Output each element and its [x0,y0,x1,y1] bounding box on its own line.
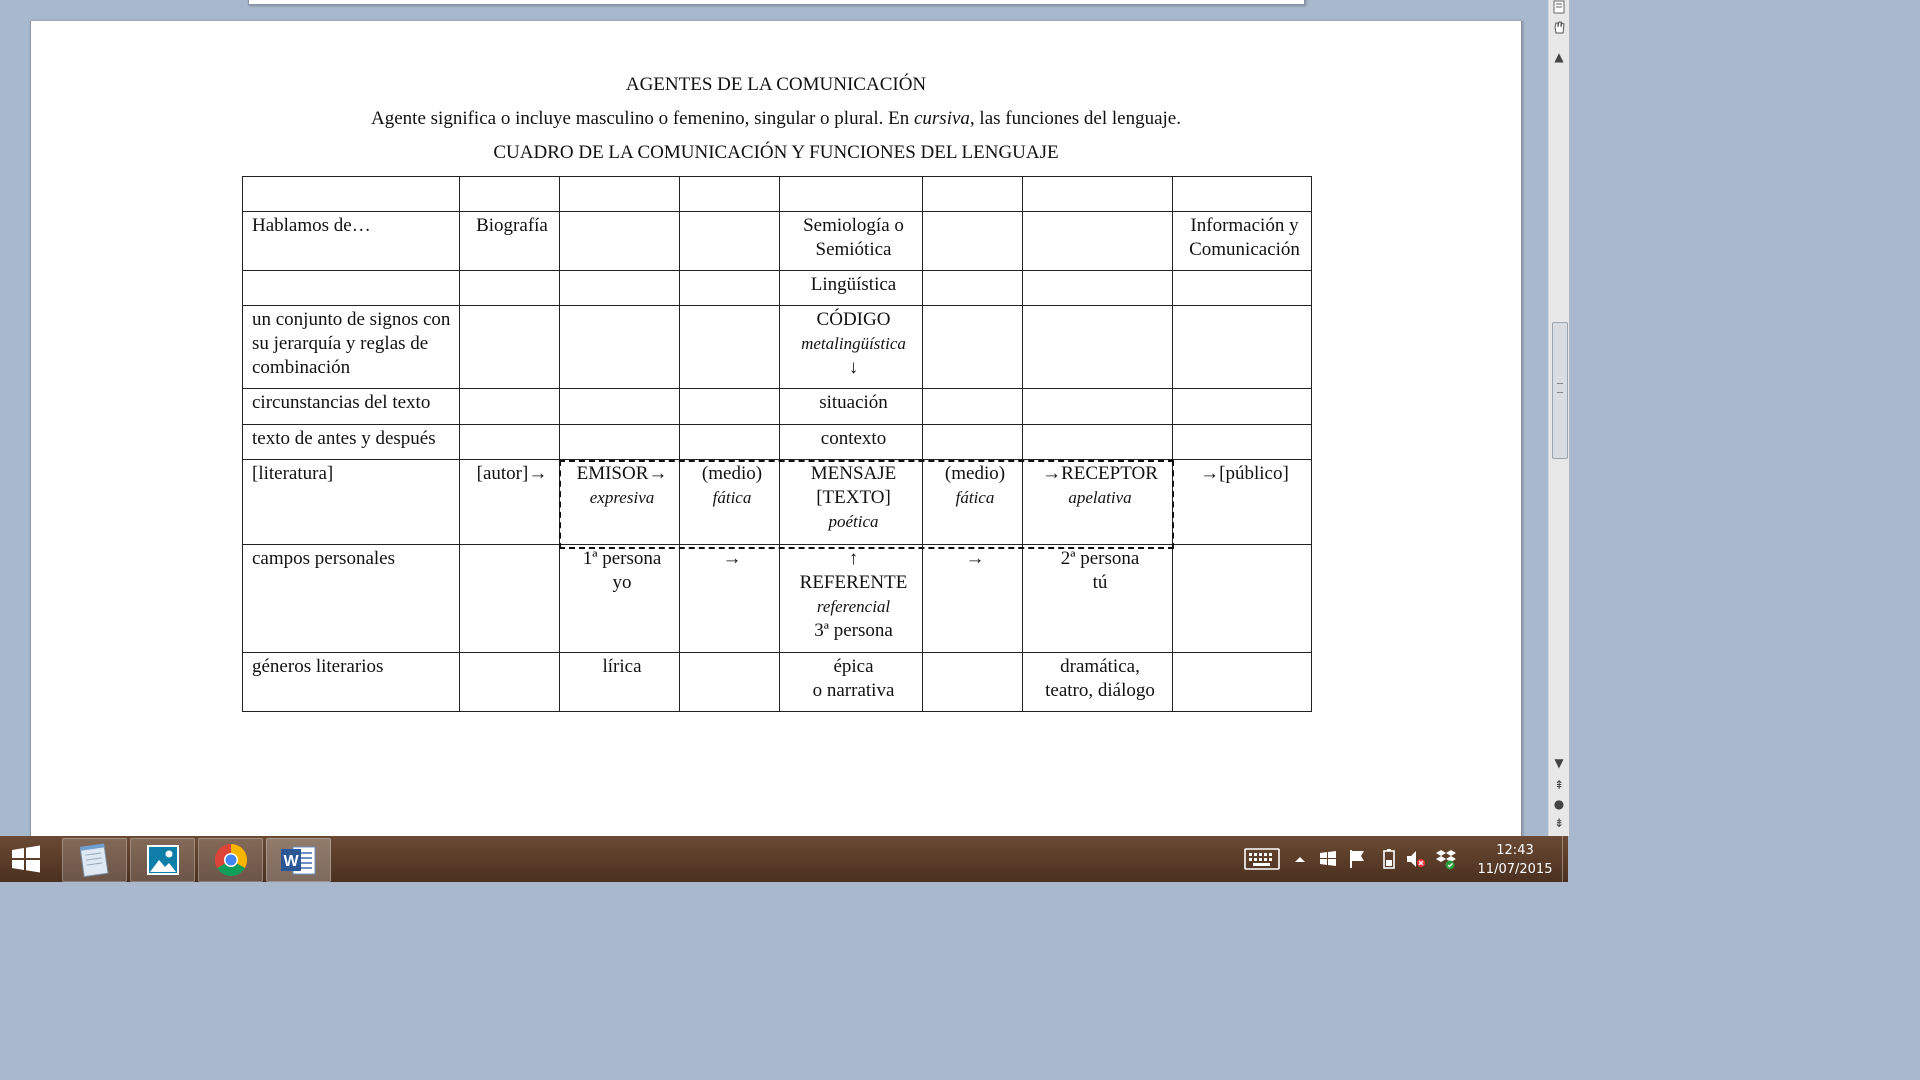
table-cell [560,271,680,306]
table-cell [560,212,680,271]
previous-page-icon[interactable]: ⇞ [1553,778,1565,792]
taskbar-app-word[interactable] [266,838,331,882]
table-cell [1023,460,1173,545]
flag-icon [1346,836,1370,882]
show-hidden-icons-button[interactable] [1292,836,1308,882]
table-cell [780,545,923,653]
battery-button[interactable] [1378,836,1400,882]
chevron-up-icon [1292,836,1308,882]
cell-text: REFERENTE [799,572,908,593]
cell-text: circunstancias del texto [252,392,431,413]
table-cell [243,306,460,389]
clock-date: 11/07/2015 [1477,862,1553,877]
table-cell [460,460,560,545]
cell-text: Semiótica [815,239,892,260]
table-cell [680,653,780,712]
table-cell [243,177,460,212]
table-cell [1023,306,1173,389]
taskbar-app-chrome[interactable] [198,838,263,882]
table-cell [780,212,923,271]
subtitle-italic: cursiva [913,108,970,129]
table-cell [460,425,560,460]
word-icon [267,839,330,881]
cell-text: tú [1092,572,1108,593]
document-subtitle [31,108,1521,130]
clock-time: 12:43 [1496,843,1534,858]
table-cell [1023,177,1173,212]
table-cell [560,389,680,425]
cell-text: CÓDIGO [816,309,891,330]
windows-logo-icon [6,840,46,878]
cell-text: (medio) [701,463,763,484]
svg-text:W: W [283,853,299,870]
table-cell [460,653,560,712]
table-cell [780,306,923,389]
table-cell [1173,306,1312,389]
cell-italic: metalingüística [801,334,906,353]
table-cell [780,653,923,712]
table-cell [560,306,680,389]
cell-text: (medio) [944,463,1006,484]
subtitle-text-2: , las funciones del lenguaje. [969,108,1181,129]
cell-text: Semiología o [803,215,904,236]
table-cell [243,653,460,712]
table-cell [243,212,460,271]
table-cell [923,177,1023,212]
notepad-icon [63,839,126,881]
table-cell [780,271,923,306]
cell-text: EMISOR→ [576,463,668,484]
cell-text: Lingüística [810,274,897,295]
table-cell [460,212,560,271]
taskbar-clock[interactable] [1470,841,1560,879]
cell-text: dramática, [1060,656,1140,677]
cell-text: Comunicación [1189,239,1300,260]
communication-table [242,176,1312,712]
table-cell [1023,389,1173,425]
subtitle-text-1: Agente significa o incluye masculino o femenino, singular o plural. En [371,108,914,129]
table-cell [1173,271,1312,306]
action-center-button[interactable] [1346,836,1370,882]
document-title: AGENTES DE LA COMUNICACIÓN [625,74,927,95]
table-cell [560,545,680,653]
table-row [243,212,1312,271]
table-cell [1023,545,1173,653]
table-cell [923,389,1023,425]
table-row [243,653,1312,712]
cell-text: épica [833,656,874,677]
cell-italic: expresiva [589,488,655,507]
table-cell [923,425,1023,460]
cell-text: 1ª persona [582,548,662,569]
table-cell [680,177,780,212]
table-cell [560,460,680,545]
table-cell [560,653,680,712]
table-cell [923,545,1023,653]
photos-icon [131,839,194,881]
cell-text: texto de antes y después [252,428,436,449]
vertical-scrollbar[interactable] [1548,0,1569,836]
table-cell [560,177,680,212]
table-cell [780,389,923,425]
table-cell [243,389,460,425]
cell-italic: apelativa [1068,488,1132,507]
arrow-right-icon: → [722,548,742,569]
dropbox-button[interactable] [1434,836,1458,882]
table-cell [1173,460,1312,545]
scroll-down-icon[interactable]: ▼ [1554,756,1564,770]
cell-text: contexto [820,428,887,449]
cell-text: situación [819,392,888,413]
table-row [243,271,1312,306]
table-cell [243,271,460,306]
cell-text: →[público] [1200,463,1289,484]
table-cell [923,212,1023,271]
cell-text: [autor]→ [476,463,548,484]
table-cell [460,271,560,306]
cell-italic: poética [828,512,879,531]
battery-icon [1378,836,1400,882]
table-cell [243,425,460,460]
table-cell [780,425,923,460]
arrow-up-icon: ↑ [848,548,859,569]
table-row [243,545,1312,653]
pan-hand-icon[interactable] [1549,20,1569,38]
scroll-thumb[interactable] [1552,322,1568,459]
cell-text: Hablamos de… [252,215,371,236]
scroll-up-icon[interactable]: ▲ [1554,50,1564,64]
table-cell [1023,271,1173,306]
touch-keyboard-button[interactable] [1242,836,1284,882]
cell-text: lírica [602,656,642,677]
cell-text: 2ª persona [1060,548,1140,569]
cell-text: MENSAJE [810,463,897,484]
table-cell [243,460,460,545]
volume-button[interactable] [1404,836,1428,882]
table-cell [680,425,780,460]
cell-italic: referencial [816,597,891,616]
table-cell [680,271,780,306]
table-cell [1173,389,1312,425]
cell-text: o narrativa [812,680,895,701]
table-cell [680,545,780,653]
table-cell [460,545,560,653]
taskbar [0,836,1568,882]
speaker-muted-icon [1404,836,1428,882]
windows-small-icon [1316,836,1340,882]
cell-text: [literatura] [252,463,334,484]
table-cell [1023,425,1173,460]
browse-object-icon[interactable]: ● [1553,797,1565,811]
arrow-right-icon: → [965,548,985,569]
table-cell [460,306,560,389]
next-page-icon[interactable]: ⇟ [1553,816,1565,830]
table-heading: CUADRO DE LA COMUNICACIÓN Y FUNCIONES DEL LENGUAJE [493,142,1059,163]
table-cell [680,306,780,389]
table-row [243,425,1312,460]
keyboard-icon [1242,836,1282,882]
cell-text: yo [612,572,632,593]
table-cell [460,177,560,212]
table-cell [680,212,780,271]
table-cell [780,177,923,212]
table-cell [1173,545,1312,653]
previous-page-edge [248,0,1305,5]
cell-text: campos personales [252,548,395,569]
table-row [243,389,1312,425]
chrome-icon [199,839,262,881]
table-cell [680,389,780,425]
tray-windows-icon-button[interactable] [1316,836,1340,882]
table-cell [560,425,680,460]
table-cell [1023,212,1173,271]
taskbar-app-photos[interactable] [130,838,195,882]
document-map-icon[interactable] [1549,0,1569,18]
cell-text: Información y [1190,215,1299,236]
cell-italic: fática [955,488,995,507]
table-cell [923,653,1023,712]
document-page[interactable] [30,21,1522,836]
table-cell [1023,653,1173,712]
cell-text: teatro, diálogo [1045,680,1155,701]
table-cell [1173,212,1312,271]
taskbar-app-notepad[interactable] [62,838,127,882]
cell-text: géneros literarios [252,656,384,677]
cell-italic: fática [712,488,752,507]
table-row [243,306,1312,389]
table-cell [680,460,780,545]
dropbox-icon [1434,836,1458,882]
table-cell [460,389,560,425]
cell-text: 3ª persona [814,620,893,641]
table-row [243,177,1312,212]
table-cell [1173,653,1312,712]
cell-text: un conjunto de signos con su jerarquía y reglas de combinación [252,309,451,378]
table-cell [1173,425,1312,460]
table-cell [243,545,460,653]
table-cell [780,460,923,545]
arrow-down-icon: ↓ [848,357,859,378]
table-cell [923,306,1023,389]
start-button[interactable] [6,840,52,878]
cell-text: Biografía [476,215,548,236]
table-cell [923,271,1023,306]
cell-text: [TEXTO] [816,487,891,508]
table-row [243,460,1312,545]
table-cell [1173,177,1312,212]
cell-text: →RECEPTOR [1042,463,1158,484]
show-desktop-button[interactable] [1562,836,1569,882]
table-cell [923,460,1023,545]
